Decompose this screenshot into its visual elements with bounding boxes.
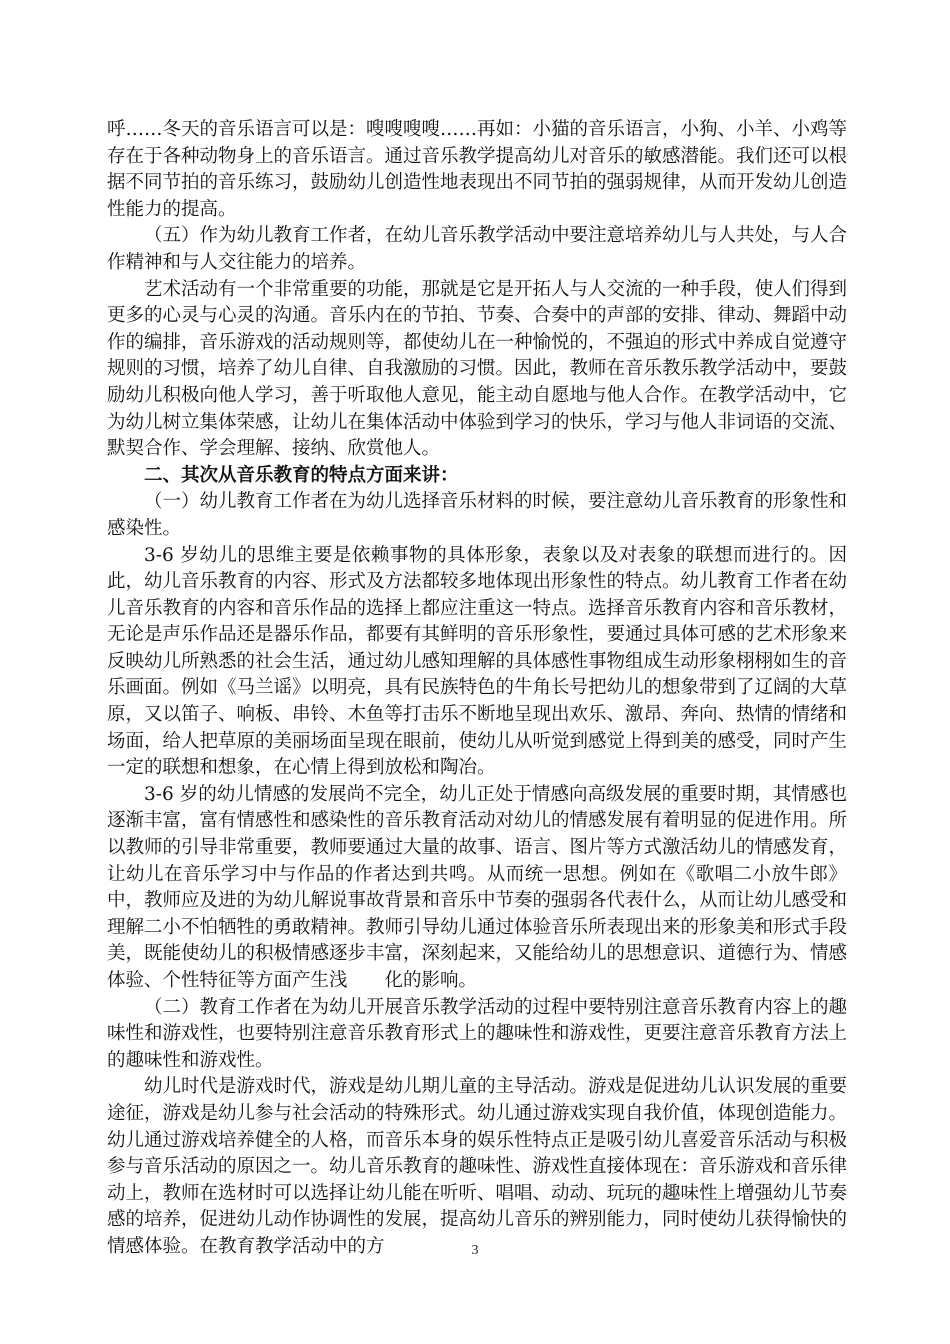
- paragraph-3: 艺术活动有一个非常重要的功能，那就是它是开拓人与人交流的一种手段，使人们得到更多的心灵与心灵的沟通。音乐内在的节拍、节奏、合奏中的声部的安排、律动、舞蹈中动作的编排，音乐游戏的活动规则等，都使幼儿在一种愉悦的，不强迫的形式中养成自觉遵守规则的习惯，培养了幼儿自律、自我激励的习惯。因此，教师在音乐教乐教学活动中，要鼓励幼儿积极向他人学习，善于听取他人意见，能主动自愿地与他人合作。在教学活动中，它为幼儿树立集体荣感，让幼儿在集体活动中体验到学习的快乐，学习与他人非词语的交流、默契合作、学会理解、接纳、欣赏他人。: [107, 278, 848, 460]
- paragraph-8: 幼儿时代是游戏时代，游戏是幼儿期儿童的主导活动。游戏是促进幼儿认识发展的重要途征，游戏是幼儿参与社会活动的特殊形式。幼儿通过游戏实现自我价值，体现创造能力。幼儿通过游戏培养健全的人格，而音乐本身的娱乐性特点正是吸引幼儿喜爱音乐活动与积极参与音乐活动的原因之一。幼儿音乐教育的趣味性、游戏性直接体现在：音乐游戏和音乐律动上，教师在选材时可以选择让幼儿能在听听、唱唱、动动、玩玩的趣味性上增强幼儿节奏感的培养，促进幼儿动作协调性的发展，提高幼儿音乐的辨别能力，同时使幼儿获得愉快的情感体验。在教育教学活动中的方: [107, 1076, 848, 1257]
- body-text: [107, 117, 847, 1261]
- paragraph-7: （二）教育工作者在为幼儿开展音乐教学活动的过程中要特别注意音乐教育内容上的趣味性和游戏性，也要特别注意音乐教育形式上的趣味性和游戏性，更要注意音乐教育方法上的趣味性和游戏性。: [107, 996, 848, 1071]
- paragraph-4: （一）幼儿教育工作者在为幼儿选择音乐材料的时候，要注意幼儿音乐教育的形象性和感染性。: [107, 491, 848, 539]
- paragraph-6: 3-6 岁的幼儿情感的发展尚不完全，幼儿正处于情感向高级发展的重要时期，其情感也逐渐丰富，富有情感性和感染性的音乐教育活动对幼儿的情感发展有着明显的促进作用。所以教师的引导非常重要，教师要通过大量的故事、语言、图片等方式激活幼儿的情感发育，让幼儿在音乐学习中与作品的作者达到共鸣。从而统一思想。例如在《歌唱二小放牛郎》中，教师应及进的为幼儿解说事故背景和音乐中节奏的强弱各代表什么，从而让幼儿感受和理解二小不怕牺牲的勇敢精神。教师引导幼儿通过体验音乐所表现出来的形象美和形式手段美，既能使幼儿的积极情感逐步丰富，深刻起来，又能给幼儿的思想意识、道德行为、情感体验、个性特征等方面产生浅 化的影响。: [107, 783, 848, 991]
- section-heading: 二、其次从音乐教育的特点方面来讲：: [144, 464, 459, 486]
- paragraph-1: 呼……冬天的音乐语言可以是：嗖嗖嗖嗖……再如：小猫的音乐语言，小狗、小羊、小鸡等存在于各种动物身上的音乐语言。通过音乐教学提高幼儿对音乐的敏感潜能。我们还可以根据不同节拍的音乐练习，鼓励幼儿创造性地表现出不同节拍的强弱规律，从而开发幼儿创造性能力的提高。: [107, 119, 848, 220]
- paragraph-2: （五）作为幼儿教育工作者，在幼儿音乐教学活动中要注意培养幼儿与人共处，与人合作精神和与人交往能力的培养。: [107, 225, 848, 273]
- page-number: 3: [471, 1243, 479, 1258]
- paragraph-5: 3-6 岁幼儿的思维主要是依赖事物的具体形象，表象以及对表象的联想而进行的。因此，幼儿音乐教育的内容、形式及方法都较多地体现出形象性的特点。幼儿教育工作者在幼儿音乐教育的内容和音乐作品的选择上都应注重这一特点。选择音乐教育内容和音乐教材，无论是声乐作品还是器乐作品，都要有其鲜明的音乐形象性，要通过具体可感的艺术形象来反映幼儿所熟悉的社会生活，通过幼儿感知理解的具体感性事物组成生动形象栩栩如生的音乐画面。例如《马兰谣》以明亮，具有民族特色的牛角长号把幼儿的想象带到了辽阔的大草原，又以笛子、响板、串铃、木鱼等打击乐不断地呈现出欢乐、激昂、奔向、热情的情绪和场面，给人把草原的美丽场面呈现在眼前，使幼儿从听觉到感觉上得到美的感受，同时产生一定的联想和想象，在心情上得到放松和陶冶。: [107, 544, 848, 779]
